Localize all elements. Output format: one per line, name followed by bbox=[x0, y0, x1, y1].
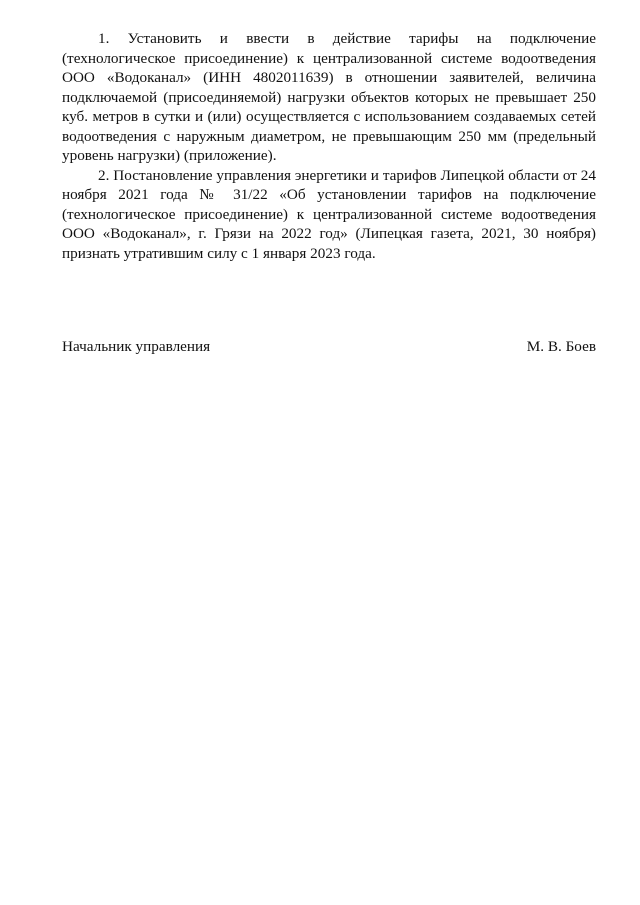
signature-block bbox=[62, 337, 596, 357]
signatory-name: М. В. Боев bbox=[526, 338, 596, 355]
paragraph-1: 1. Установить и ввести в действие тарифы на подключение (технологическое присоединение) к централизованной системе водоотведения ООО «Водоканал» (ИНН 4802011639) в отношении заявителей, величина подключаемой (присоединяемой) нагрузки объектов которых не превышает 250 куб. метров в сутки и (или) осуществляется с использованием создаваемых сетей водоотведения с наружным диаметром, не превышающим 250 мм (предельный уровень нагрузки) (приложение). bbox=[62, 30, 596, 164]
signatory-position: Начальник управления bbox=[62, 338, 211, 355]
document-body bbox=[62, 29, 596, 263]
paragraph-2: 2. Постановление управления энергетики и тарифов Липецкой области от 24 ноября 2021 года № 31/22 «Об установлении тарифов на подключение (технологическое присоединение) к централизованной системе водоотведения ООО «Водоканал», г. Грязи на 2022 год» (Липецкая газета, 2021, 30 ноября) признать утратившим силу с 1 января 2023 года. bbox=[62, 166, 596, 262]
